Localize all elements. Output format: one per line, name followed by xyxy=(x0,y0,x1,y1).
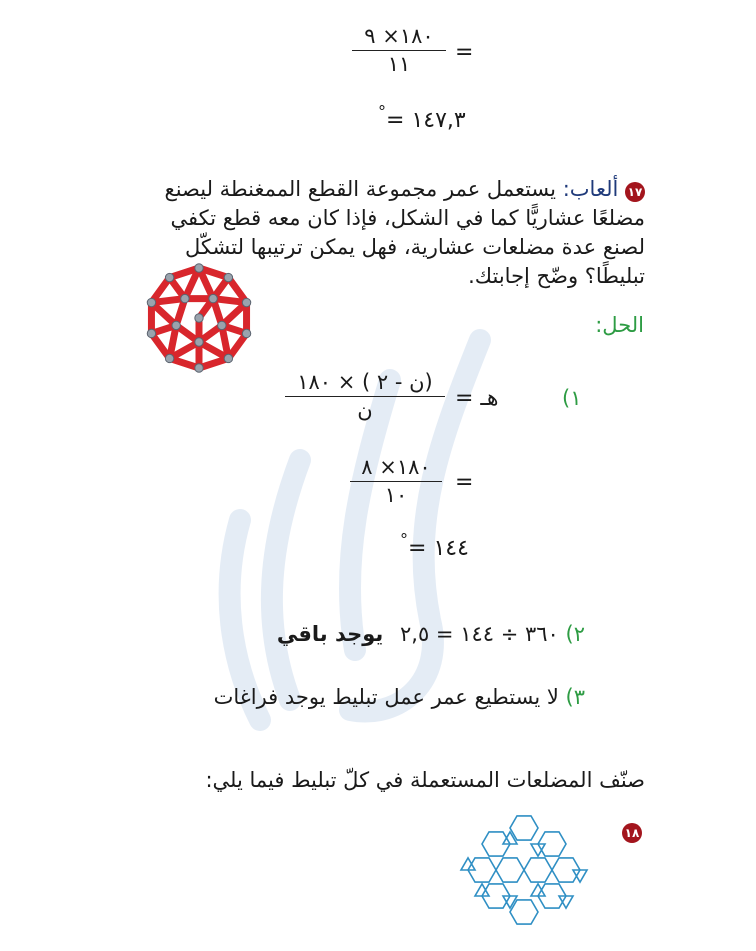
problem-17-line-1 xyxy=(90,175,645,204)
magnet-ball xyxy=(147,329,155,337)
magnet-ball xyxy=(218,321,226,329)
step1b-numerator: ١٨٠× ٨ xyxy=(350,455,442,482)
step1b-fraction xyxy=(350,455,442,507)
magnet-ball xyxy=(195,264,203,272)
top-result xyxy=(378,102,466,133)
tiling-triangle xyxy=(531,844,545,856)
magnet-ball xyxy=(224,354,232,362)
magnet-ball xyxy=(165,273,173,281)
top-fraction-denominator: ١١ xyxy=(387,52,411,76)
tiling-triangle xyxy=(559,896,573,908)
step1b-equals: = xyxy=(455,470,474,495)
tiling-hexagon xyxy=(524,858,552,882)
tiling-triangle xyxy=(475,884,489,896)
step1-number: ١) xyxy=(562,386,582,410)
magnet-ball xyxy=(147,298,155,306)
step3-text: لا يستطيع عمر عمل تبليط يوجد فراغات xyxy=(213,685,559,709)
magnet-ball xyxy=(165,354,173,362)
magnet-bar xyxy=(213,299,246,303)
magnet-ball xyxy=(195,338,203,346)
step1b-denominator: ١٠ xyxy=(384,483,408,507)
step2 xyxy=(255,622,585,646)
magnetic-decagon-image xyxy=(138,262,260,374)
step3-number: ٣) xyxy=(565,685,585,709)
magnet-ball xyxy=(242,329,250,337)
step1c-degree-sign: ° xyxy=(400,530,408,549)
problem-text-line: لصنع عدة مضلعات عشارية، فهل يمكن ترتيبها لتشكّل xyxy=(185,235,645,259)
step2-number: ٢) xyxy=(565,622,585,646)
tiling-triangle xyxy=(531,884,545,896)
tiling-hexagon xyxy=(510,816,538,840)
tiling-figure xyxy=(458,812,592,934)
top-equals: = xyxy=(455,40,474,65)
magnet-bar xyxy=(222,303,247,326)
step1c-value: = ١٤٤ xyxy=(408,536,469,561)
step1c-result xyxy=(400,530,469,561)
top-fraction-numerator: ١٨٠× ٩ xyxy=(352,24,446,51)
problem-text-line: مضلعًا عشاريًّا كما في الشكل، فإذا كان معه قطع تكفي xyxy=(170,206,645,230)
magnet-ball xyxy=(195,364,203,372)
magnet-ball xyxy=(181,294,189,302)
tiling-hexagon xyxy=(496,858,524,882)
problem-label: ألعاب: xyxy=(562,177,619,201)
magnet-ball xyxy=(209,294,217,302)
step1-fraction xyxy=(285,370,445,422)
classify-instruction: صنّف المضلعات المستعملة في كلّ تبليط فيما يلي: xyxy=(205,768,645,792)
magnet-ball xyxy=(195,314,203,322)
tiling-triangle xyxy=(573,870,587,882)
problem-text-line: يستعمل عمر مجموعة القطع الممغنطة ليصنع xyxy=(164,177,557,201)
magnet-ball xyxy=(224,273,232,281)
tiling-triangle xyxy=(461,858,475,870)
step2-conclusion: يوجد باقي xyxy=(276,622,384,646)
step1-lhs: هـ = xyxy=(455,386,499,411)
magnet-bar xyxy=(151,303,176,326)
problem-number-badge: ١٧ xyxy=(625,182,645,202)
top-degree-sign: ° xyxy=(378,102,386,121)
top-result-value: = ١٤٧,٣ xyxy=(386,108,466,133)
solution-label: الحل: xyxy=(595,313,644,337)
step1-numerator: (ن - ٢ ) × ١٨٠ xyxy=(285,370,445,397)
step1-denominator: ن xyxy=(357,398,373,422)
problem-18-badge: ١٨ xyxy=(622,823,642,843)
step2-expression: ٣٦٠ ÷ ١٤٤ = ٢,٥ xyxy=(400,622,559,646)
magnet-bar xyxy=(151,299,184,303)
step3 xyxy=(185,685,585,709)
magnet-ball xyxy=(242,298,250,306)
top-fraction xyxy=(352,24,446,76)
magnet-ball xyxy=(172,321,180,329)
tiling-hexagon xyxy=(510,900,538,924)
problem-text-line: تبليطًا؟ وضّح إجابتك. xyxy=(468,264,645,288)
